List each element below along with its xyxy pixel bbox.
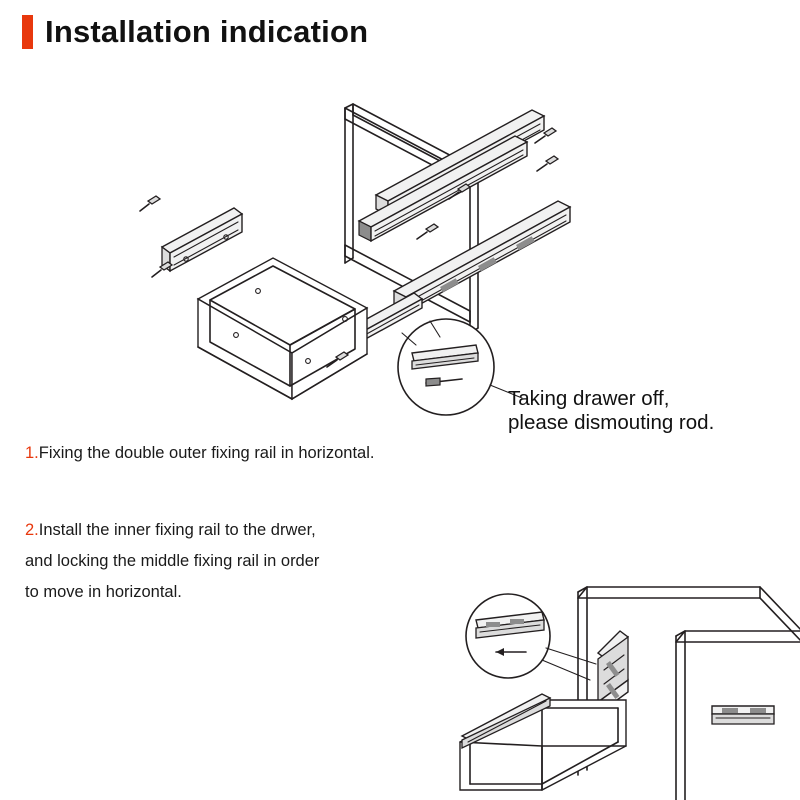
step-2 [25, 515, 319, 608]
outer-fixing-rail-lower [394, 201, 570, 312]
step-2-line-1: Install the inner fixing rail to the drwer, [38, 521, 316, 539]
outer-fixing-rail-right [712, 706, 774, 724]
callout-line-2: please dismouting rod. [508, 411, 715, 434]
short-fixing-rail-left [162, 208, 242, 271]
page-title: Installation indication [45, 14, 369, 49]
step-1-number: 1. [25, 444, 39, 462]
drawer-box [460, 700, 626, 790]
step-2-line-2: and locking the middle fixing rail in order [25, 552, 320, 570]
drawer-box [198, 258, 367, 399]
page-header [22, 14, 368, 50]
title-accent-bar [22, 15, 33, 49]
step-2-line-3: to move in horizontal. [25, 583, 182, 601]
step-1-line-1: Fixing the double outer fixing rail in horizontal. [38, 444, 375, 462]
figure-installed-assembly [430, 560, 800, 800]
figure-exploded-assembly [140, 95, 580, 405]
callout-text [508, 387, 714, 435]
step-2-number: 2. [25, 521, 39, 539]
detail-circle-lock [466, 594, 596, 680]
detail-circle-rod [398, 319, 522, 415]
step-1 [25, 438, 374, 469]
callout-line-1: Taking drawer off, [508, 387, 670, 410]
